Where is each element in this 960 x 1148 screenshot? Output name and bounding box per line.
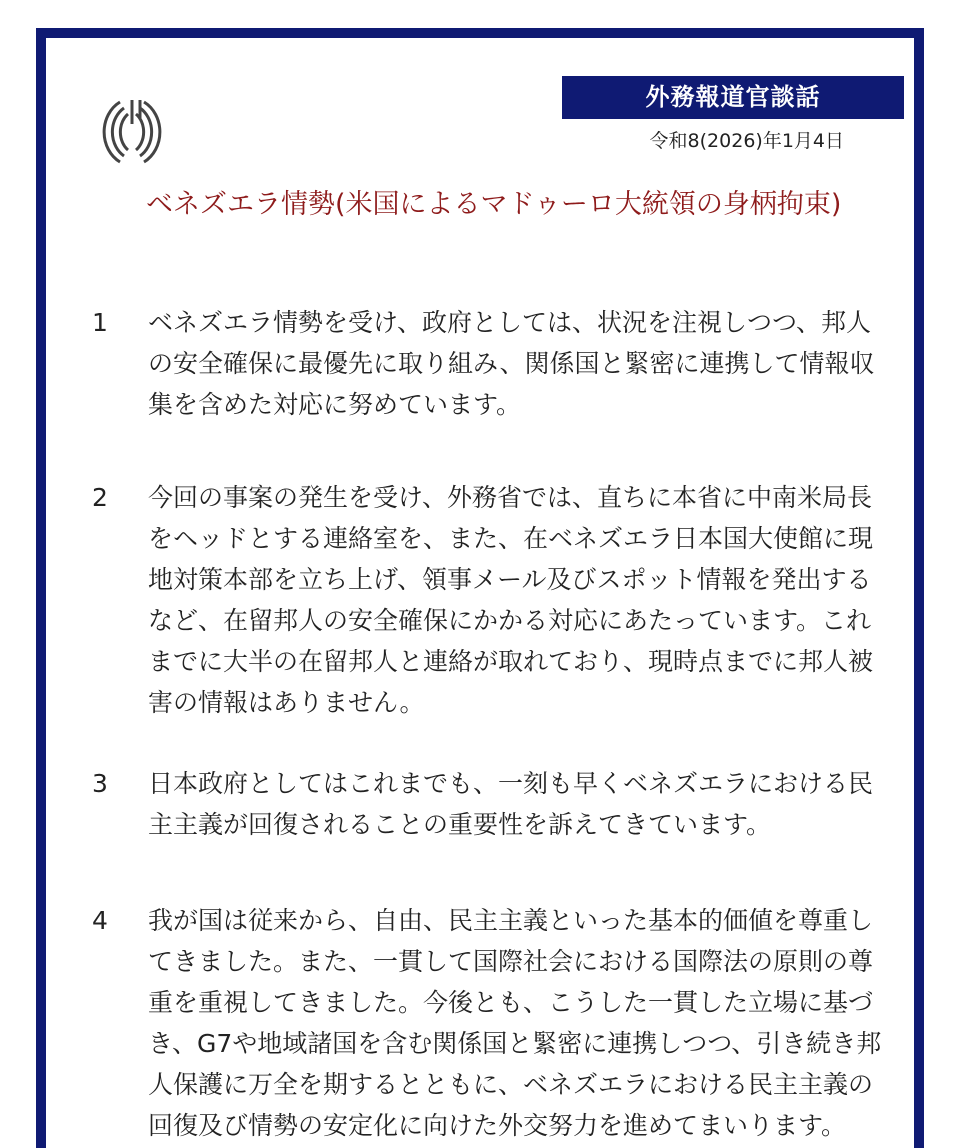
ministry-emblem-icon bbox=[100, 90, 172, 170]
paragraph-text: ベネズエラ情勢を受け、政府としては、状況を注視しつつ、邦人の安全確保に最優先に取り組み、関係国と緊密に連携して情報収集を含めた対応に努めています。 bbox=[148, 308, 875, 419]
document-frame bbox=[36, 28, 924, 1148]
paragraph-number: 4 bbox=[92, 906, 108, 935]
paragraph-4 bbox=[92, 900, 892, 1146]
paragraph-1 bbox=[92, 302, 892, 425]
press-release-header: 外務報道官談話 bbox=[562, 76, 904, 119]
paragraph-number: 3 bbox=[92, 769, 108, 798]
release-date: 令和8(2026)年1月4日 bbox=[649, 130, 844, 152]
paragraph-3 bbox=[92, 763, 892, 845]
paragraph-text: 今回の事案の発生を受け、外務省では、直ちに本省に中南米局長をヘッドとする連絡室を、また、在ベネズエラ日本国大使館に現地対策本部を立ち上げ、領事メール及びスポット情報を発出するなど、在留邦人の安全確保にかかる対応にあたっています。これまでに大半の在留邦人と連絡が取れており、現時点までに邦人被害の情報はありません。 bbox=[148, 483, 874, 717]
paragraph-number: 1 bbox=[92, 308, 108, 337]
paragraph-text: 日本政府としてはこれまでも、一刻も早くベネズエラにおける民主主義が回復されることの重要性を訴えてきています。 bbox=[148, 769, 874, 839]
document-title: ベネズエラ情勢(米国によるマドゥーロ大統領の身柄拘束) bbox=[146, 189, 842, 220]
paragraph-2 bbox=[92, 477, 892, 723]
paragraph-text: 我が国は従来から、自由、民主主義といった基本的価値を尊重してきました。また、一貫して国際社会における国際法の原則の尊重を重視してきました。今後とも、こうした一貫した立場に基づき、G7や地域諸国を含む関係国と緊密に連携しつつ、引き続き邦人保護に万全を期するとともに、ベネズエラにおける民主主義の回復及び情勢の安定化に向けた外交努力を進めてまいります。 bbox=[148, 906, 882, 1140]
paragraph-number: 2 bbox=[92, 483, 108, 512]
